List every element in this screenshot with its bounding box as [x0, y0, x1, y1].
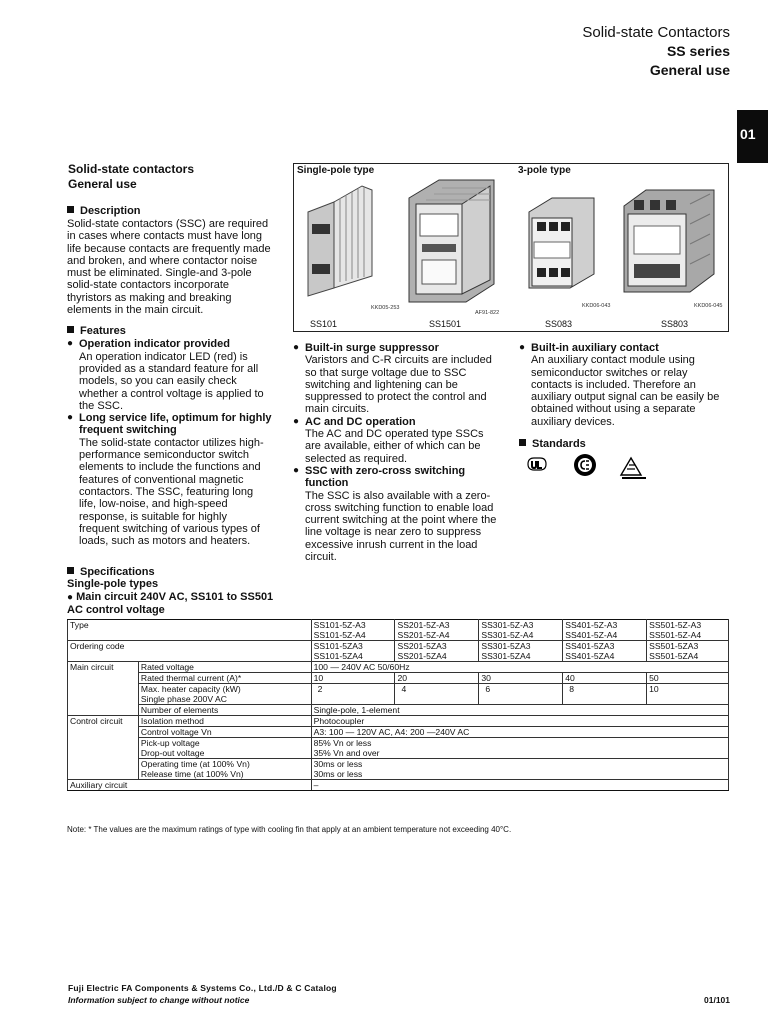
type-label: Type: [68, 620, 312, 641]
heater-cell: 8: [563, 684, 647, 705]
feature-title: ● Operation indicator provided: [67, 338, 279, 350]
section-tab: 01: [737, 110, 768, 163]
square-bullet-icon: [67, 206, 74, 213]
table-row: [68, 780, 729, 791]
header-use: General use: [649, 62, 730, 78]
square-bullet-icon: [67, 567, 74, 574]
intro-title: [68, 162, 194, 192]
feature-title-cont: function: [305, 477, 349, 490]
isolation-label: Isolation method: [138, 716, 311, 727]
description-heading: Description: [67, 205, 279, 218]
elements-value: Single-pole, 1-element: [311, 705, 728, 716]
control-voltage-label: Control voltage Vn: [138, 727, 311, 738]
specs-title: Specifications: [67, 566, 273, 578]
ss1501-photo: [409, 180, 494, 302]
feature-text: The SSC is also available with a zero- cross switching function to enable load current switching at the point where the line voltage is near zero to suppress excessive inrush current in the load circuit.: [305, 489, 497, 564]
feature-item: [293, 416, 508, 465]
ordering-cell: SS101-5ZA3 SS101-5ZA4: [311, 641, 395, 662]
thermal-cell: 50: [647, 673, 729, 684]
feature-item: [67, 338, 279, 412]
heater-cell: 2: [311, 684, 395, 705]
left-column: [67, 205, 279, 547]
control-circuit-label: Control circuit: [68, 716, 139, 780]
photo-model: SS083: [545, 319, 573, 329]
description-text: Solid-state contactors (SSC) are required in cases where contacts must have long life because contacts are frequently made and broken, and where contactor noise must be eliminated. Single-and 3-pole solid-state contactors incorporate thyristors as making and breaking elements in the main circuit.: [67, 218, 271, 317]
photo-code: AF91-822: [475, 310, 500, 316]
page-number: 01/101: [704, 995, 730, 1005]
footer-company: Fuji Electric FA Components & Systems Co., Ltd./D & C Catalog: [68, 983, 337, 993]
type-cell: SS401-5Z-A3 SS401-5Z-A4: [563, 620, 647, 641]
csa-logo-icon: [574, 454, 596, 476]
rated-voltage-label: Rated voltage: [138, 662, 311, 673]
right-column: [519, 342, 724, 451]
standards-logos: [524, 452, 664, 482]
feature-text: Varistors and C-R circuits are included so that surge voltage due to SSC switching and lightening can be suppressed to protect the control and main circuits.: [305, 354, 492, 416]
pickup-label: Pick-up voltage Drop-out voltage: [138, 738, 311, 759]
photo-code: KKD05-253: [371, 305, 400, 311]
square-bullet-icon: [519, 439, 526, 446]
feature-title: ● SSC with zero-cross switching: [293, 465, 508, 477]
product-photo-images: [294, 164, 728, 314]
ordering-cell: SS501-5ZA3 SS501-5ZA4: [647, 641, 729, 662]
table-row: [68, 673, 729, 684]
table-row: [68, 705, 729, 716]
photo-code: KKD06-043: [582, 303, 611, 309]
control-voltage-value: A3: 100 — 120V AC, A4: 200 —240V AC: [311, 727, 728, 738]
thermal-cell: 40: [563, 673, 647, 684]
table-row: [68, 759, 729, 780]
ul-logo-icon: [528, 458, 546, 470]
heater-cell: 6: [479, 684, 563, 705]
features-heading: Features: [67, 325, 279, 338]
operating-time-label: Operating time (at 100% Vn) Release time (at 100% Vn): [138, 759, 311, 780]
heater-capacity-label: Max. heater capacity (kW) Single phase 200V AC: [138, 684, 311, 705]
photo-code: KKD06-045: [694, 303, 723, 309]
feature-title: ● Built-in surge suppressor: [293, 342, 508, 354]
ordering-cell: SS401-5ZA3 SS401-5ZA4: [563, 641, 647, 662]
table-row: [68, 641, 729, 662]
feature-text: An operation indicator LED (red) is provided as a standard feature for all models, so you can easily check whether a control voltage is applied to the SSC.: [79, 350, 264, 412]
specs-main-circuit: ● Main circuit 240V AC, SS101 to SS501: [67, 590, 274, 603]
elements-label: Number of elements: [138, 705, 311, 716]
table-row: [68, 738, 729, 759]
main-circuit-label: Main circuit: [68, 662, 139, 716]
type-cell: SS101-5Z-A3 SS101-5Z-A4: [311, 620, 395, 641]
ordering-cell: SS201-5ZA3 SS201-5ZA4: [395, 641, 479, 662]
feature-item: [293, 342, 508, 416]
tuv-logo-icon: [621, 458, 646, 479]
intro-title-line: Solid-state contactors: [68, 162, 195, 176]
feature-title: ● Long service life, optimum for highly: [67, 412, 279, 424]
thermal-cell: 10: [311, 673, 395, 684]
page-header: [582, 24, 730, 80]
footer-disclaimer: Information subject to change without notice: [68, 995, 250, 1005]
isolation-value: Photocoupler: [311, 716, 728, 727]
photo-model: SS1501: [429, 319, 462, 329]
photo-model: SS101: [310, 319, 338, 329]
type-cell: SS301-5Z-A3 SS301-5Z-A4: [479, 620, 563, 641]
middle-column: [293, 342, 508, 563]
specs-subtitle: Single-pole types: [67, 578, 159, 591]
feature-text: An auxiliary contact module using semiconductor switches or relay contacts is included. Therefore an auxiliary output signal can be easily be obtained without using a separate auxiliary devices.: [531, 354, 720, 428]
ss083-photo: [529, 198, 594, 288]
operating-time-value: 30ms or less 30ms or less: [311, 759, 728, 780]
pickup-value: 85% Vn or less 35% Vn and over: [311, 738, 728, 759]
feature-title: ● Built-in auxiliary contact: [519, 342, 724, 354]
heater-cell: 4: [395, 684, 479, 705]
standards-heading: Standards: [519, 438, 724, 451]
table-row: [68, 716, 729, 727]
auxiliary-value: –: [311, 780, 728, 791]
feature-title: ● AC and DC operation: [293, 416, 508, 428]
ordering-label: Ordering code: [68, 641, 312, 662]
ordering-cell: SS301-5ZA3 SS301-5ZA4: [479, 641, 563, 662]
table-row: [68, 620, 729, 641]
single-pole-label: Single-pole type: [297, 165, 375, 176]
type-cell: SS201-5Z-A3 SS201-5Z-A4: [395, 620, 479, 641]
type-cell: SS501-5Z-A3 SS501-5Z-A4: [647, 620, 729, 641]
specifications-heading: [67, 566, 273, 616]
header-series: SS series: [666, 43, 730, 59]
table-row: [68, 684, 729, 705]
intro-title-line: General use: [68, 177, 137, 191]
rated-voltage-value: 100 — 240V AC 50/60Hz: [311, 662, 728, 673]
specs-control-voltage: AC control voltage: [67, 603, 165, 616]
thermal-cell: 30: [479, 673, 563, 684]
square-bullet-icon: [67, 326, 74, 333]
heater-cell: 10: [647, 684, 729, 705]
feature-title-cont: frequent switching: [79, 424, 177, 437]
ss101-photo: [308, 186, 372, 296]
thermal-cell: 20: [395, 673, 479, 684]
product-photos: [293, 163, 729, 332]
feature-text: The solid-state contactor utilizes high- performance semiconductor switch elements to include the functions and features of conventional magnetic contactors. The SSC, featuring long life, low-noise, and high-speed response, is suitable for highly frequent switching of various types of loads, such as motors and heaters.: [79, 436, 264, 548]
feature-text: The AC and DC operated type SSCs are available, either of which can be selected as required.: [305, 428, 484, 465]
feature-item: [293, 465, 508, 563]
table-row: [68, 727, 729, 738]
ss803-photo: [624, 190, 714, 292]
spec-table: [67, 619, 729, 791]
three-pole-label: 3-pole type: [518, 165, 571, 176]
table-row: [68, 662, 729, 673]
feature-item: [67, 412, 279, 547]
header-category: Solid-state Contactors: [582, 24, 730, 41]
photo-model: SS803: [661, 319, 689, 329]
feature-item: [519, 342, 724, 428]
auxiliary-label: Auxiliary circuit: [68, 780, 312, 791]
table-note: Note: * The values are the maximum ratings of type with cooling fin that apply at an ambient temperature not exceeding 40°C.: [67, 825, 512, 834]
thermal-current-label: Rated thermal current (A)*: [138, 673, 311, 684]
